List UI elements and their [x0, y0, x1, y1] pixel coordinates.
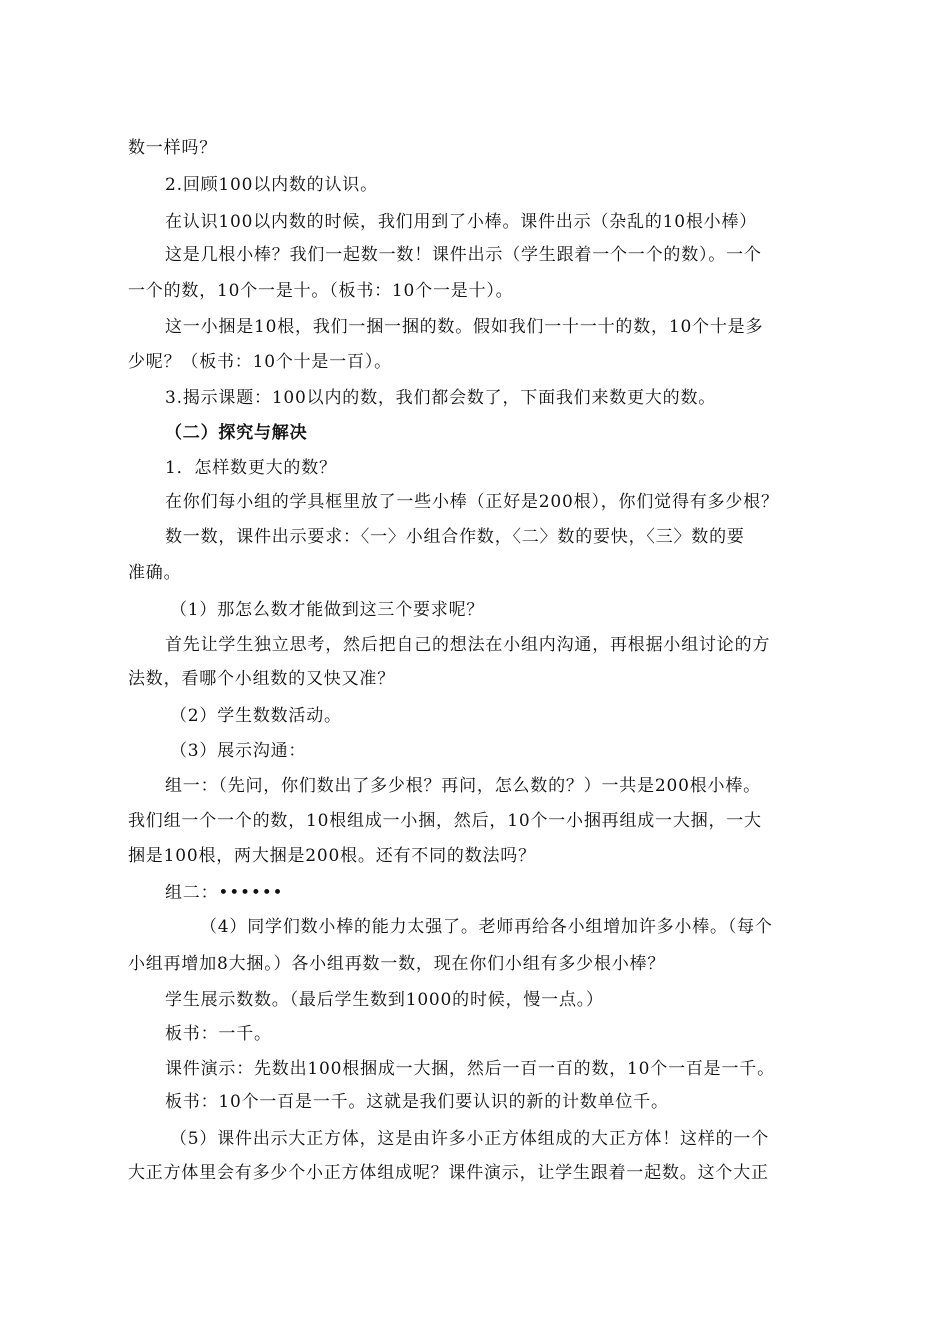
paragraph-line: 捆是100根，两大捆是200根。还有不同的数法吗？ — [128, 846, 536, 866]
paragraph-line: 数一样吗？ — [128, 138, 217, 158]
paragraph-line: 一个的数，10个一是十。（板书：10个一是十）。 — [128, 281, 514, 301]
paragraph-line: 学生展示数数。（最后学生数到1000的时候，慢一点。） — [165, 990, 604, 1010]
paragraph-line: 我们组一个一个的数，10根组成一小捆，然后，10个一小捆再组成一大捆，一大 — [128, 811, 762, 831]
paragraph-line: 在认识100以内数的时候，我们用到了小棒。课件出示（杂乱的10根小棒） — [165, 212, 758, 232]
paragraph-line: 在你们每小组的学具框里放了一些小棒（正好是200根），你们觉得有多少根？ — [165, 492, 779, 512]
paragraph-line: 大正方体里会有多少个小正方体组成呢？课件演示，让学生跟着一起数。这个大正 — [128, 1163, 769, 1183]
paragraph-line: （3）展示沟通： — [170, 741, 307, 761]
paragraph-line: 法数，看哪个小组数的又快又准？ — [128, 669, 395, 689]
paragraph-line: 首先让学生独立思考，然后把自己的想法在小组内沟通，再根据小组讨论的方 — [165, 635, 771, 655]
paragraph-line: 准确。 — [128, 563, 182, 583]
paragraph-line: 1．怎样数更大的数？ — [165, 458, 337, 478]
paragraph-line: （4）同学们数小棒的能力太强了。老师再给各小组增加许多小棒。（每个 — [200, 917, 773, 937]
paragraph-line: 数一数，课件出示要求：〈一〉小组合作数，〈二〉数的要快，〈三〉数的要 — [165, 527, 745, 547]
paragraph-line: 少呢？（板书：10个十是一百）。 — [128, 352, 392, 372]
paragraph-line: 组二：•••••• — [165, 883, 284, 903]
paragraph-line: 这一小捆是10根，我们一捆一捆的数。假如我们一十一十的数，10个十是多 — [165, 317, 764, 337]
paragraph-line: （1）那怎么数才能做到这三个要求呢？ — [170, 600, 485, 620]
paragraph-line: 这是几根小棒？我们一起数一数！课件出示（学生跟着一个一个的数）。一个 — [165, 245, 762, 265]
paragraph-line: 组一：（先问，你们数出了多少根？再问，怎么数的？）一共是200根小棒。 — [165, 776, 761, 796]
paragraph-line: 板书：一千。 — [165, 1024, 272, 1044]
paragraph-line: 2.回顾100以内数的认识。 — [165, 175, 378, 195]
paragraph-line: 小组再增加8大捆。）各小组再数一数，现在你们小组有多少根小棒？ — [128, 954, 666, 974]
paragraph-line: 3.揭示课题：100以内的数，我们都会数了，下面我们来数更大的数。 — [165, 388, 717, 408]
paragraph-line: （5）课件出示大正方体，这是由许多小正方体组成的大正方体！这样的一个 — [170, 1129, 770, 1149]
paragraph-line: 课件演示：先数出100根捆成一大捆，然后一百一百的数，10个一百是一千。 — [165, 1059, 775, 1079]
section-heading: （二）探究与解决 — [165, 423, 308, 443]
paragraph-line: （2）学生数数活动。 — [170, 706, 342, 726]
paragraph-line: 板书：10个一百是一千。这就是我们要认识的新的计数单位千。 — [165, 1092, 669, 1112]
